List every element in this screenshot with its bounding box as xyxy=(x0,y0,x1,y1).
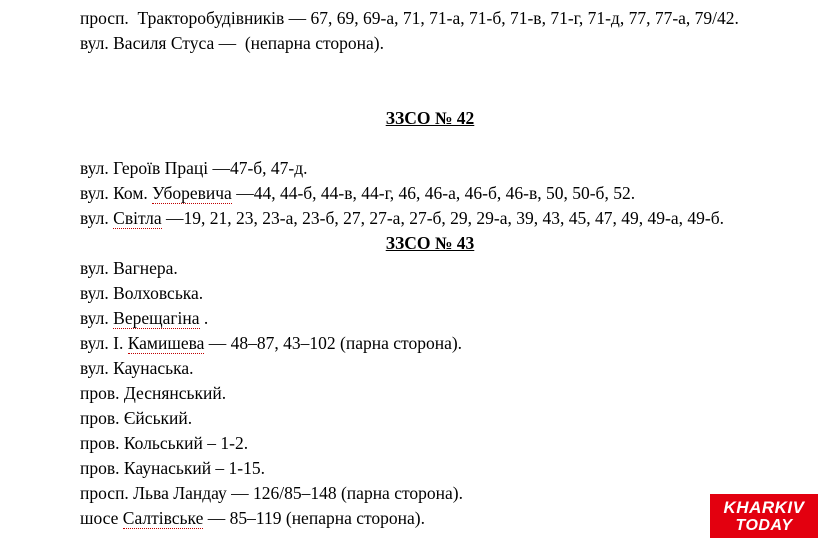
paragraph-lva-landau: просп. Льва Ландау — 126/85–148 (парна сторона). xyxy=(80,483,463,503)
section-heading-43-text: ЗЗСО № 43 xyxy=(385,233,475,253)
kharkiv-today-watermark xyxy=(710,494,818,538)
paragraph-kom-uborevycha: вул. Ком. Уборевича —44, 44-б, 44-в, 44-г, 46, 46-а, 46-б, 46-в, 50, 50-б, 52. xyxy=(80,183,636,203)
paragraph-tractorobudivnykiv: просп. Тракторобудівників — 67, 69, 69-а, 71, 71-а, 71-б, 71-в, 71-г, 71-д, 77, 77-а, 79/42. xyxy=(80,8,739,28)
section-heading-43 xyxy=(80,231,780,256)
paragraph-kamysheva: вул. І. Камишева — 48–87, 43–102 (парна сторона). xyxy=(80,333,463,353)
section-heading-42-text: ЗЗСО № 42 xyxy=(385,108,475,128)
spacer xyxy=(80,131,780,156)
paragraph-yeiskyi: пров. Єйський. xyxy=(80,408,193,428)
paragraph-kaunaskyi: пров. Каунаський – 1-15. xyxy=(80,458,266,478)
paragraph-desnianskyi: пров. Деснянський. xyxy=(80,383,227,403)
section-heading-42 xyxy=(80,106,780,131)
watermark-line-2: TODAY xyxy=(735,516,793,534)
paragraph-vereshchahina: вул. Верещагіна . xyxy=(80,308,209,328)
paragraph-saltivske: шосе Салтівське — 85–119 (непарна сторона). xyxy=(80,508,425,528)
paragraph-kolskyi: пров. Кольський – 1-2. xyxy=(80,433,249,453)
spacer xyxy=(80,56,780,106)
paragraph-volkhovska: вул. Волховська. xyxy=(80,283,204,303)
paragraph-kaunaska: вул. Каунаська. xyxy=(80,358,194,378)
paragraph-vahnera: вул. Вагнера. xyxy=(80,258,178,278)
paragraph-svitla: вул. Світла —19, 21, 23, 23-а, 23-б, 27, 27-а, 27-б, 29, 29-а, 39, 43, 45, 47, 49, 49-а, 49-б. xyxy=(80,208,724,228)
paragraph-heroiv-pratsi: вул. Героїв Праці —47-б, 47-д. xyxy=(80,158,308,178)
paragraph-vasylia-stusa: вул. Василя Стуса — (непарна сторона). xyxy=(80,33,384,53)
watermark-line-1: KHARKIV xyxy=(723,497,805,517)
